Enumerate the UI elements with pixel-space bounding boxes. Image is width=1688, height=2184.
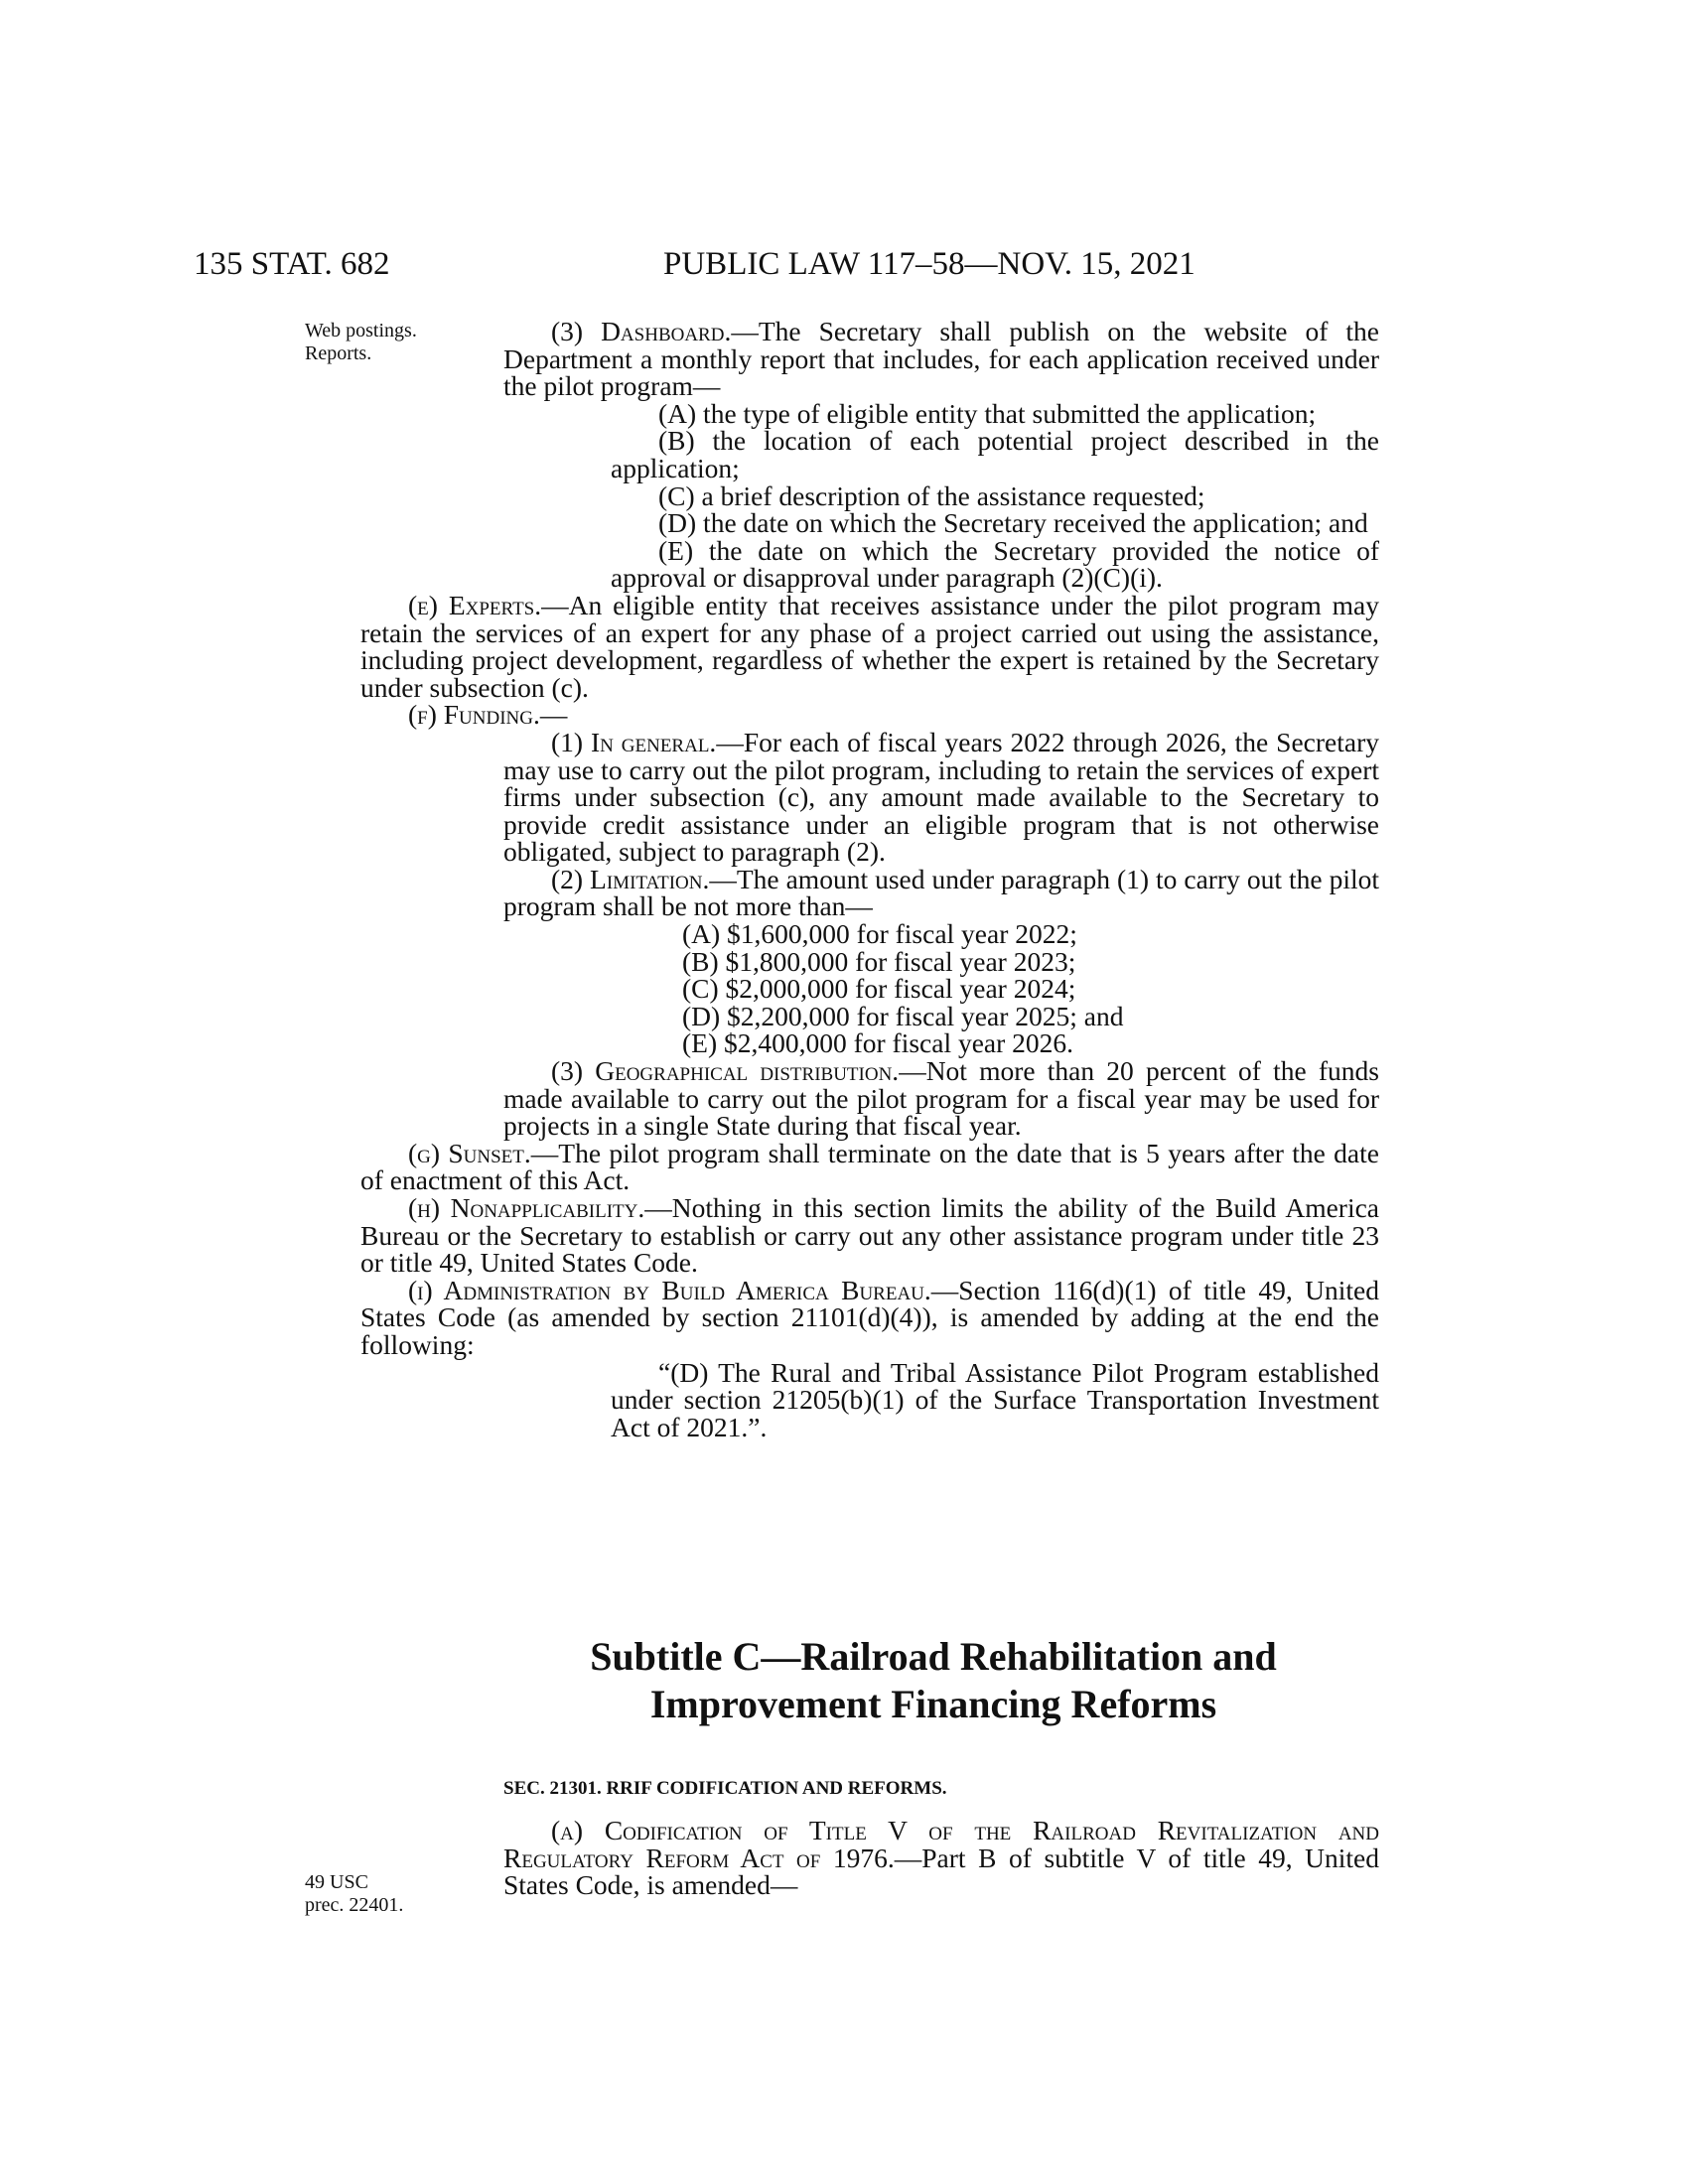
clause-3b: (B) the location of each potential project described in the application; xyxy=(611,425,1379,483)
clause-f2c: (C) $2,000,000 for fiscal year 2024; xyxy=(682,973,1076,1005)
clause-f2b: (B) $1,800,000 for fiscal year 2023; xyxy=(682,945,1076,977)
paragraph-3-dashboard: (3) Dashboard.—The Secretary shall publish on the website of the Department a monthly report that includes, for each application received under the pilot program— xyxy=(503,316,1379,402)
paragraph-f1-in-general: (1) In general.—For each of fiscal years 2022 through 2026, the Secretary may use to carry out the pilot program, including to retain the services of expert firms under subsection (c), any amount made available to the Secretary to provide credit assistance under an eligible program that is not otherwise obligated, subject to paragraph (2). xyxy=(503,726,1379,868)
subtitle-heading: Subtitle C—Railroad Rehabilitation and Improvement Financing Reforms xyxy=(590,1634,1277,1726)
paragraph-f3-geographical-distribution: (3) Geographical distribution.—Not more than 20 percent of the funds made available to carry out the pilot program for a fiscal year may be used for projects in a single State during that fiscal year. xyxy=(503,1055,1379,1142)
subsection-g-sunset: (g) Sunset.—The pilot program shall terminate on the date that is 5 years after the date of enactment of this Act. xyxy=(360,1137,1379,1196)
margin-note-usc: 49 USC prec. 22401. xyxy=(305,1871,404,1916)
clause-3e: (E) the date on which the Secretary provided the notice of approval or disapproval under paragraph (2)(C)(i). xyxy=(611,534,1379,594)
clause-f2d: (D) $2,200,000 for fiscal year 2025; and xyxy=(682,1000,1124,1031)
margin-note-web-postings: Web postings. Reports. xyxy=(305,320,417,364)
clause-f2a: (A) $1,600,000 for fiscal year 2022; xyxy=(682,918,1077,950)
subsection-i-administration: (i) Administration by Build America Bureau.—Section 116(d)(1) of title 49, United States Code (as amended by section 21101(d)(4)), is amended by adding at the end the following: xyxy=(360,1274,1379,1360)
paragraph-f2-limitation: (2) Limitation.—The amount used under paragraph (1) to carry out the pilot program shall be not more than— xyxy=(503,863,1379,922)
stat-citation: 135 STAT. 682 xyxy=(194,246,390,282)
section-body xyxy=(503,1817,1379,1899)
quoted-amendment: “(D) The Rural and Tribal Assistance Pilot Program established under section 21205(b)(1) of the Surface Transportation Investment Act of 2021.”. xyxy=(611,1356,1379,1442)
running-header: PUBLIC LAW 117–58—NOV. 15, 2021 xyxy=(663,246,1196,282)
clause-3a: (A) the type of eligible entity that submitted the application; xyxy=(658,397,1317,429)
clause-3c: (C) a brief description of the assistance requested; xyxy=(658,479,1205,511)
subsection-f-funding: (f) Funding.— xyxy=(408,699,568,731)
clause-f2e: (E) $2,400,000 for fiscal year 2026. xyxy=(682,1027,1074,1059)
section-heading: SEC. 21301. RRIF CODIFICATION AND REFORMS. xyxy=(503,1778,947,1799)
subsection-a-codification: (a) Codification of Title V of the Railroad Revitalization and Regulatory Reform Act of 1976.—Part B of subtitle V of title 49, United States Code, is amended— xyxy=(503,1815,1380,1901)
subsection-e-experts: (e) Experts.—An eligible entity that receives assistance under the pilot program may retain the services of an expert for any phase of a project carried out using the assistance, including project development, regardless of whether the expert is retained by the Secretary under subsection (c). xyxy=(360,589,1379,703)
subsection-h-nonapplicability: (h) Nonapplicability.—Nothing in this section limits the ability of the Build America Bureau or the Secretary to establish or carry out any other assistance program under title 23 or title 49, United States Code. xyxy=(360,1192,1380,1279)
clause-3d: (D) the date on which the Secretary received the application; and xyxy=(658,507,1368,539)
